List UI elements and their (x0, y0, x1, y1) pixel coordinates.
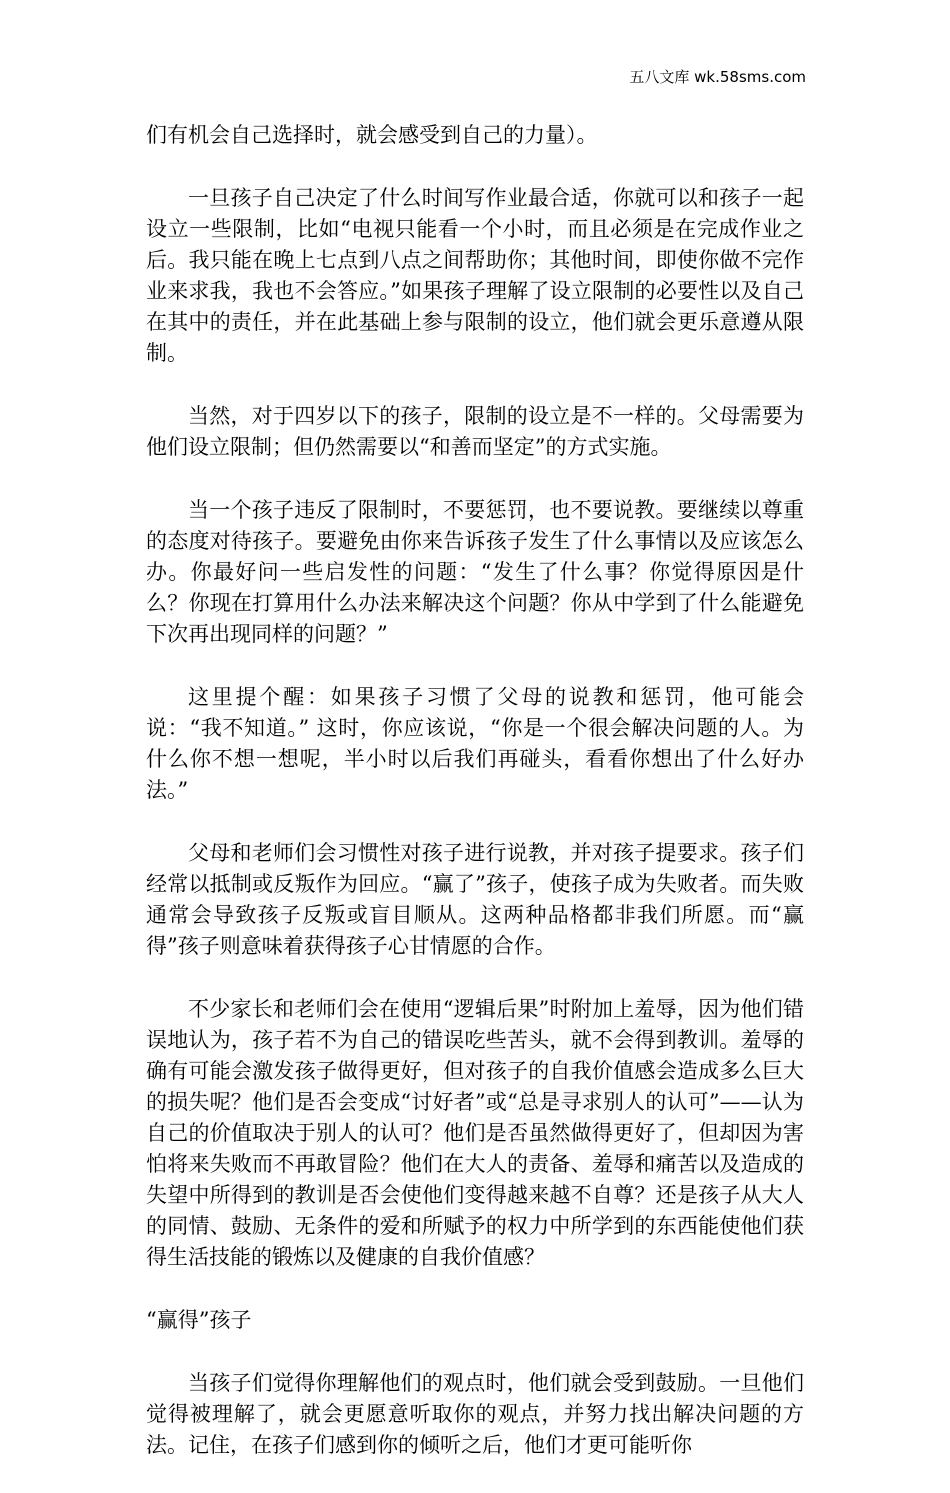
paragraph: 当孩子们觉得你理解他们的观点时，他们就会受到鼓励。一旦他们觉得被理解了，就会更愿意听取你的观点，并努力找出解决问题的方法。记住，在孩子们感到你的倾听之后，他们才更可能听你 (146, 1371, 804, 1457)
paragraph: 一旦孩子自己决定了什么时间写作业最合适，你就可以和孩子一起设立一些限制，比如“电视只能看一个小时，而且必须是在完成作业之后。我只能在晚上七点到八点之间帮助你；其他时间，即使你做不完作业来求我，我也不会答应。”如果孩子理解了设立限制的必要性以及自己在其中的责任，并在此基础上参与限制的设立，他们就会更乐意遵从限制。 (146, 186, 804, 365)
section-heading: “赢得”孩子 (146, 1308, 252, 1332)
site-watermark: 五八文库 wk.58sms.com (629, 68, 806, 86)
paragraph: 当一个孩子违反了限制时，不要惩罚，也不要说教。要继续以尊重的态度对待孩子。要避免由你来告诉孩子发生了什么事情以及应该怎么办。你最好问一些启发性的问题：“发生了什么事？你觉得原因是什么？你现在打算用什么办法来解决这个问题？你从中学到了什么能避免下次再出现同样的问题？” (146, 498, 804, 646)
paragraph: 父母和老师们会习惯性对孩子进行说教，并对孩子提要求。孩子们经常以抵制或反叛作为回应。“赢了”孩子，使孩子成为失败者。而失败通常会导致孩子反叛或盲目顺从。这两种品格都非我们所愿。而“赢得”孩子则意味着获得孩子心甘情愿的合作。 (146, 841, 804, 958)
paragraph: 当然，对于四岁以下的孩子，限制的设立是不一样的。父母需要为他们设立限制；但仍然需要以“和善而坚定”的方式实施。 (146, 404, 804, 459)
document-body (146, 120, 804, 1493)
paragraph-continuation: 们有机会自己选择时，就会感受到自己的力量）。 (146, 123, 598, 147)
paragraph: 不少家长和老师们会在使用“逻辑后果”时附加上羞辱，因为他们错误地认为，孩子若不为自己的错误吃些苦头，就不会得到教训。羞辱的确有可能会激发孩子做得更好，但对孩子的自我价值感会造成多么巨大的损失呢？他们是否会变成“讨好者”或“总是寻求别人的认可”——认为自己的价值取决于别人的认可？他们是否虽然做得更好了，但却因为害怕将来失败而不再敢冒险？他们在大人的责备、羞辱和痛苦以及造成的失望中所得到的教训是否会使他们变得越来越不自尊？还是孩子从大人的同情、鼓励、无条件的爱和所赋予的权力中所学到的东西能使他们获得生活技能的锻炼以及健康的自我价值感？ (146, 997, 804, 1269)
paragraph: 这里提个醒：如果孩子习惯了父母的说教和惩罚，他可能会说：“我不知道。” 这时，你应该说，“你是一个很会解决问题的人。为什么你不想一想呢，半小时以后我们再碰头，看看你想出了什么好办法。” (146, 685, 804, 802)
